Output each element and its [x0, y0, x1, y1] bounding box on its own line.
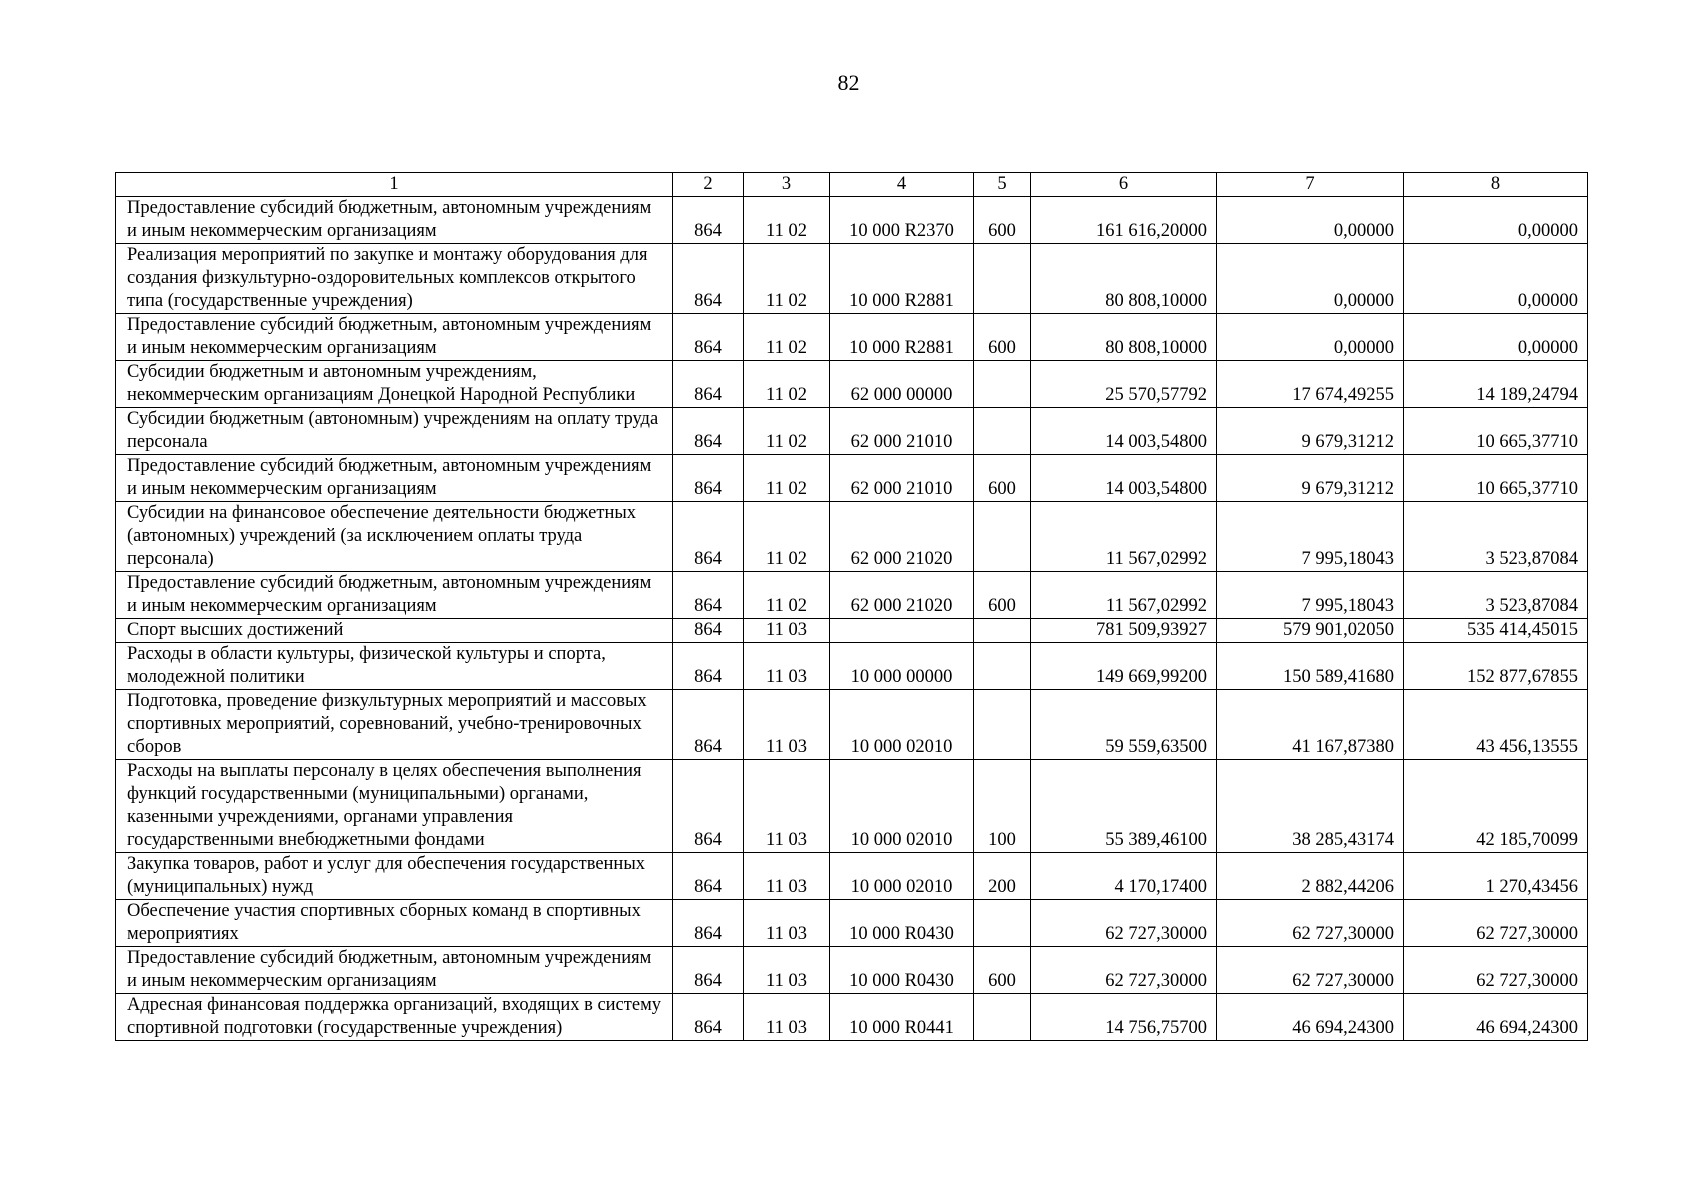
expense-type-cell: [974, 408, 1031, 455]
ministry-code-cell: 864: [673, 502, 744, 572]
ministry-code-cell: 864: [673, 361, 744, 408]
ministry-code-cell: 864: [673, 994, 744, 1041]
target-article-cell: [830, 619, 974, 643]
amount-col6-cell: 62 727,30000: [1031, 947, 1217, 994]
expense-type-cell: 600: [974, 314, 1031, 361]
header-row: [116, 173, 1588, 197]
item-name-cell: Предоставление субсидий бюджетным, автономным учреждениям и иным некоммерческим организациям: [116, 197, 673, 244]
section-code-cell: 11 02: [744, 361, 830, 408]
target-article-cell: 10 000 R0441: [830, 994, 974, 1041]
ministry-code-cell: 864: [673, 853, 744, 900]
table-row: [116, 853, 1588, 900]
item-name-cell: Подготовка, проведение физкультурных мероприятий и массовых спортивных мероприятий, соревнований, учебно-тренировочных сборов: [116, 690, 673, 760]
budget-table: [115, 172, 1588, 1041]
table-row: [116, 244, 1588, 314]
ministry-code-cell: 864: [673, 619, 744, 643]
section-code-cell: 11 02: [744, 314, 830, 361]
table-body: [116, 197, 1588, 1041]
section-code-cell: 11 02: [744, 572, 830, 619]
amount-col7-cell: 0,00000: [1217, 244, 1404, 314]
section-code-cell: 11 03: [744, 690, 830, 760]
amount-col7-cell: 38 285,43174: [1217, 760, 1404, 853]
section-code-cell: 11 03: [744, 853, 830, 900]
expense-type-cell: [974, 244, 1031, 314]
amount-col6-cell: 781 509,93927: [1031, 619, 1217, 643]
expense-type-cell: 600: [974, 947, 1031, 994]
section-code-cell: 11 03: [744, 643, 830, 690]
table-row: [116, 408, 1588, 455]
table-row: [116, 900, 1588, 947]
amount-col7-cell: 7 995,18043: [1217, 572, 1404, 619]
amount-col8-cell: 0,00000: [1404, 244, 1588, 314]
target-article-cell: 10 000 02010: [830, 760, 974, 853]
item-name-cell: Обеспечение участия спортивных сборных команд в спортивных мероприятиях: [116, 900, 673, 947]
expense-type-cell: 600: [974, 572, 1031, 619]
section-code-cell: 11 02: [744, 244, 830, 314]
section-code-cell: 11 03: [744, 947, 830, 994]
amount-col6-cell: 25 570,57792: [1031, 361, 1217, 408]
page-number: 82: [837, 70, 860, 95]
amount-col8-cell: 62 727,30000: [1404, 947, 1588, 994]
expense-type-cell: [974, 502, 1031, 572]
section-code-cell: 11 02: [744, 408, 830, 455]
column-header: 5: [974, 173, 1031, 197]
item-name-cell: Адресная финансовая поддержка организаций, входящих в систему спортивной подготовки (государственные учреждения): [116, 994, 673, 1041]
expense-type-cell: [974, 690, 1031, 760]
table-row: [116, 361, 1588, 408]
expense-type-cell: 100: [974, 760, 1031, 853]
amount-col8-cell: 3 523,87084: [1404, 572, 1588, 619]
amount-col6-cell: 80 808,10000: [1031, 314, 1217, 361]
column-header: 7: [1217, 173, 1404, 197]
amount-col6-cell: 62 727,30000: [1031, 900, 1217, 947]
amount-col8-cell: 42 185,70099: [1404, 760, 1588, 853]
expense-type-cell: [974, 643, 1031, 690]
expense-type-cell: [974, 994, 1031, 1041]
target-article-cell: 10 000 00000: [830, 643, 974, 690]
target-article-cell: 62 000 21010: [830, 408, 974, 455]
amount-col6-cell: 11 567,02992: [1031, 572, 1217, 619]
expense-type-cell: [974, 361, 1031, 408]
item-name-cell: Предоставление субсидий бюджетным, автономным учреждениям и иным некоммерческим организациям: [116, 572, 673, 619]
table-row: [116, 572, 1588, 619]
amount-col7-cell: 0,00000: [1217, 197, 1404, 244]
amount-col8-cell: 10 665,37710: [1404, 408, 1588, 455]
section-code-cell: 11 02: [744, 455, 830, 502]
amount-col6-cell: 80 808,10000: [1031, 244, 1217, 314]
target-article-cell: 10 000 R2370: [830, 197, 974, 244]
amount-col7-cell: 0,00000: [1217, 314, 1404, 361]
table-row: [116, 502, 1588, 572]
amount-col8-cell: 1 270,43456: [1404, 853, 1588, 900]
amount-col6-cell: 161 616,20000: [1031, 197, 1217, 244]
target-article-cell: 10 000 02010: [830, 690, 974, 760]
amount-col7-cell: 2 882,44206: [1217, 853, 1404, 900]
amount-col8-cell: 3 523,87084: [1404, 502, 1588, 572]
table-row: [116, 643, 1588, 690]
target-article-cell: 10 000 02010: [830, 853, 974, 900]
ministry-code-cell: 864: [673, 690, 744, 760]
amount-col8-cell: 43 456,13555: [1404, 690, 1588, 760]
target-article-cell: 62 000 21020: [830, 502, 974, 572]
amount-col8-cell: 62 727,30000: [1404, 900, 1588, 947]
amount-col6-cell: 59 559,63500: [1031, 690, 1217, 760]
amount-col8-cell: 46 694,24300: [1404, 994, 1588, 1041]
target-article-cell: 62 000 21020: [830, 572, 974, 619]
item-name-cell: Субсидии бюджетным и автономным учреждениям, некоммерческим организациям Донецкой Народной Республики: [116, 361, 673, 408]
amount-col8-cell: 535 414,45015: [1404, 619, 1588, 643]
item-name-cell: Закупка товаров, работ и услуг для обеспечения государственных (муниципальных) нужд: [116, 853, 673, 900]
item-name-cell: Реализация мероприятий по закупке и монтажу оборудования для создания физкультурно-оздоровительных комплексов открытого типа (государственные учреждения): [116, 244, 673, 314]
amount-col7-cell: 62 727,30000: [1217, 900, 1404, 947]
table-row: [116, 619, 1588, 643]
amount-col7-cell: 9 679,31212: [1217, 408, 1404, 455]
amount-col7-cell: 17 674,49255: [1217, 361, 1404, 408]
expense-type-cell: [974, 619, 1031, 643]
amount-col8-cell: 0,00000: [1404, 314, 1588, 361]
amount-col6-cell: 4 170,17400: [1031, 853, 1217, 900]
item-name-cell: Субсидии на финансовое обеспечение деятельности бюджетных (автономных) учреждений (за исключением оплаты труда персонала): [116, 502, 673, 572]
section-code-cell: 11 03: [744, 994, 830, 1041]
target-article-cell: 10 000 R2881: [830, 244, 974, 314]
amount-col6-cell: 55 389,46100: [1031, 760, 1217, 853]
amount-col7-cell: 7 995,18043: [1217, 502, 1404, 572]
target-article-cell: 62 000 21010: [830, 455, 974, 502]
amount-col7-cell: 46 694,24300: [1217, 994, 1404, 1041]
table-row: [116, 994, 1588, 1041]
section-code-cell: 11 03: [744, 900, 830, 947]
amount-col6-cell: 14 756,75700: [1031, 994, 1217, 1041]
section-code-cell: 11 03: [744, 619, 830, 643]
ministry-code-cell: 864: [673, 314, 744, 361]
table-row: [116, 760, 1588, 853]
table-row: [116, 947, 1588, 994]
section-code-cell: 11 02: [744, 502, 830, 572]
item-name-cell: Спорт высших достижений: [116, 619, 673, 643]
amount-col7-cell: 62 727,30000: [1217, 947, 1404, 994]
amount-col6-cell: 11 567,02992: [1031, 502, 1217, 572]
item-name-cell: Предоставление субсидий бюджетным, автономным учреждениям и иным некоммерческим организациям: [116, 314, 673, 361]
ministry-code-cell: 864: [673, 244, 744, 314]
expense-type-cell: 600: [974, 455, 1031, 502]
item-name-cell: Предоставление субсидий бюджетным, автономным учреждениям и иным некоммерческим организациям: [116, 947, 673, 994]
column-header: 4: [830, 173, 974, 197]
item-name-cell: Предоставление субсидий бюджетным, автономным учреждениям и иным некоммерческим организациям: [116, 455, 673, 502]
expense-type-cell: 600: [974, 197, 1031, 244]
item-name-cell: Расходы на выплаты персоналу в целях обеспечения выполнения функций государственными (муниципальными) органами, казенными учреждениями, органами управления государственными внебюджетными фондами: [116, 760, 673, 853]
ministry-code-cell: 864: [673, 197, 744, 244]
expense-type-cell: [974, 900, 1031, 947]
target-article-cell: 10 000 R0430: [830, 900, 974, 947]
ministry-code-cell: 864: [673, 947, 744, 994]
amount-col6-cell: 14 003,54800: [1031, 408, 1217, 455]
item-name-cell: Субсидии бюджетным (автономным) учреждениям на оплату труда персонала: [116, 408, 673, 455]
amount-col7-cell: 579 901,02050: [1217, 619, 1404, 643]
target-article-cell: 10 000 R0430: [830, 947, 974, 994]
column-header: 3: [744, 173, 830, 197]
ministry-code-cell: 864: [673, 900, 744, 947]
amount-col6-cell: 149 669,99200: [1031, 643, 1217, 690]
amount-col8-cell: 14 189,24794: [1404, 361, 1588, 408]
table-row: [116, 314, 1588, 361]
column-header: 8: [1404, 173, 1588, 197]
expense-type-cell: 200: [974, 853, 1031, 900]
column-header: 6: [1031, 173, 1217, 197]
item-name-cell: Расходы в области культуры, физической культуры и спорта, молодежной политики: [116, 643, 673, 690]
amount-col7-cell: 9 679,31212: [1217, 455, 1404, 502]
table-row: [116, 455, 1588, 502]
table-row: [116, 197, 1588, 244]
amount-col8-cell: 10 665,37710: [1404, 455, 1588, 502]
section-code-cell: 11 03: [744, 760, 830, 853]
ministry-code-cell: 864: [673, 572, 744, 619]
amount-col7-cell: 41 167,87380: [1217, 690, 1404, 760]
ministry-code-cell: 864: [673, 643, 744, 690]
ministry-code-cell: 864: [673, 455, 744, 502]
ministry-code-cell: 864: [673, 760, 744, 853]
amount-col6-cell: 14 003,54800: [1031, 455, 1217, 502]
section-code-cell: 11 02: [744, 197, 830, 244]
column-header: 2: [673, 173, 744, 197]
amount-col8-cell: 152 877,67855: [1404, 643, 1588, 690]
ministry-code-cell: 864: [673, 408, 744, 455]
table-row: [116, 690, 1588, 760]
amount-col8-cell: 0,00000: [1404, 197, 1588, 244]
target-article-cell: 10 000 R2881: [830, 314, 974, 361]
target-article-cell: 62 000 00000: [830, 361, 974, 408]
column-header: 1: [116, 173, 673, 197]
amount-col7-cell: 150 589,41680: [1217, 643, 1404, 690]
